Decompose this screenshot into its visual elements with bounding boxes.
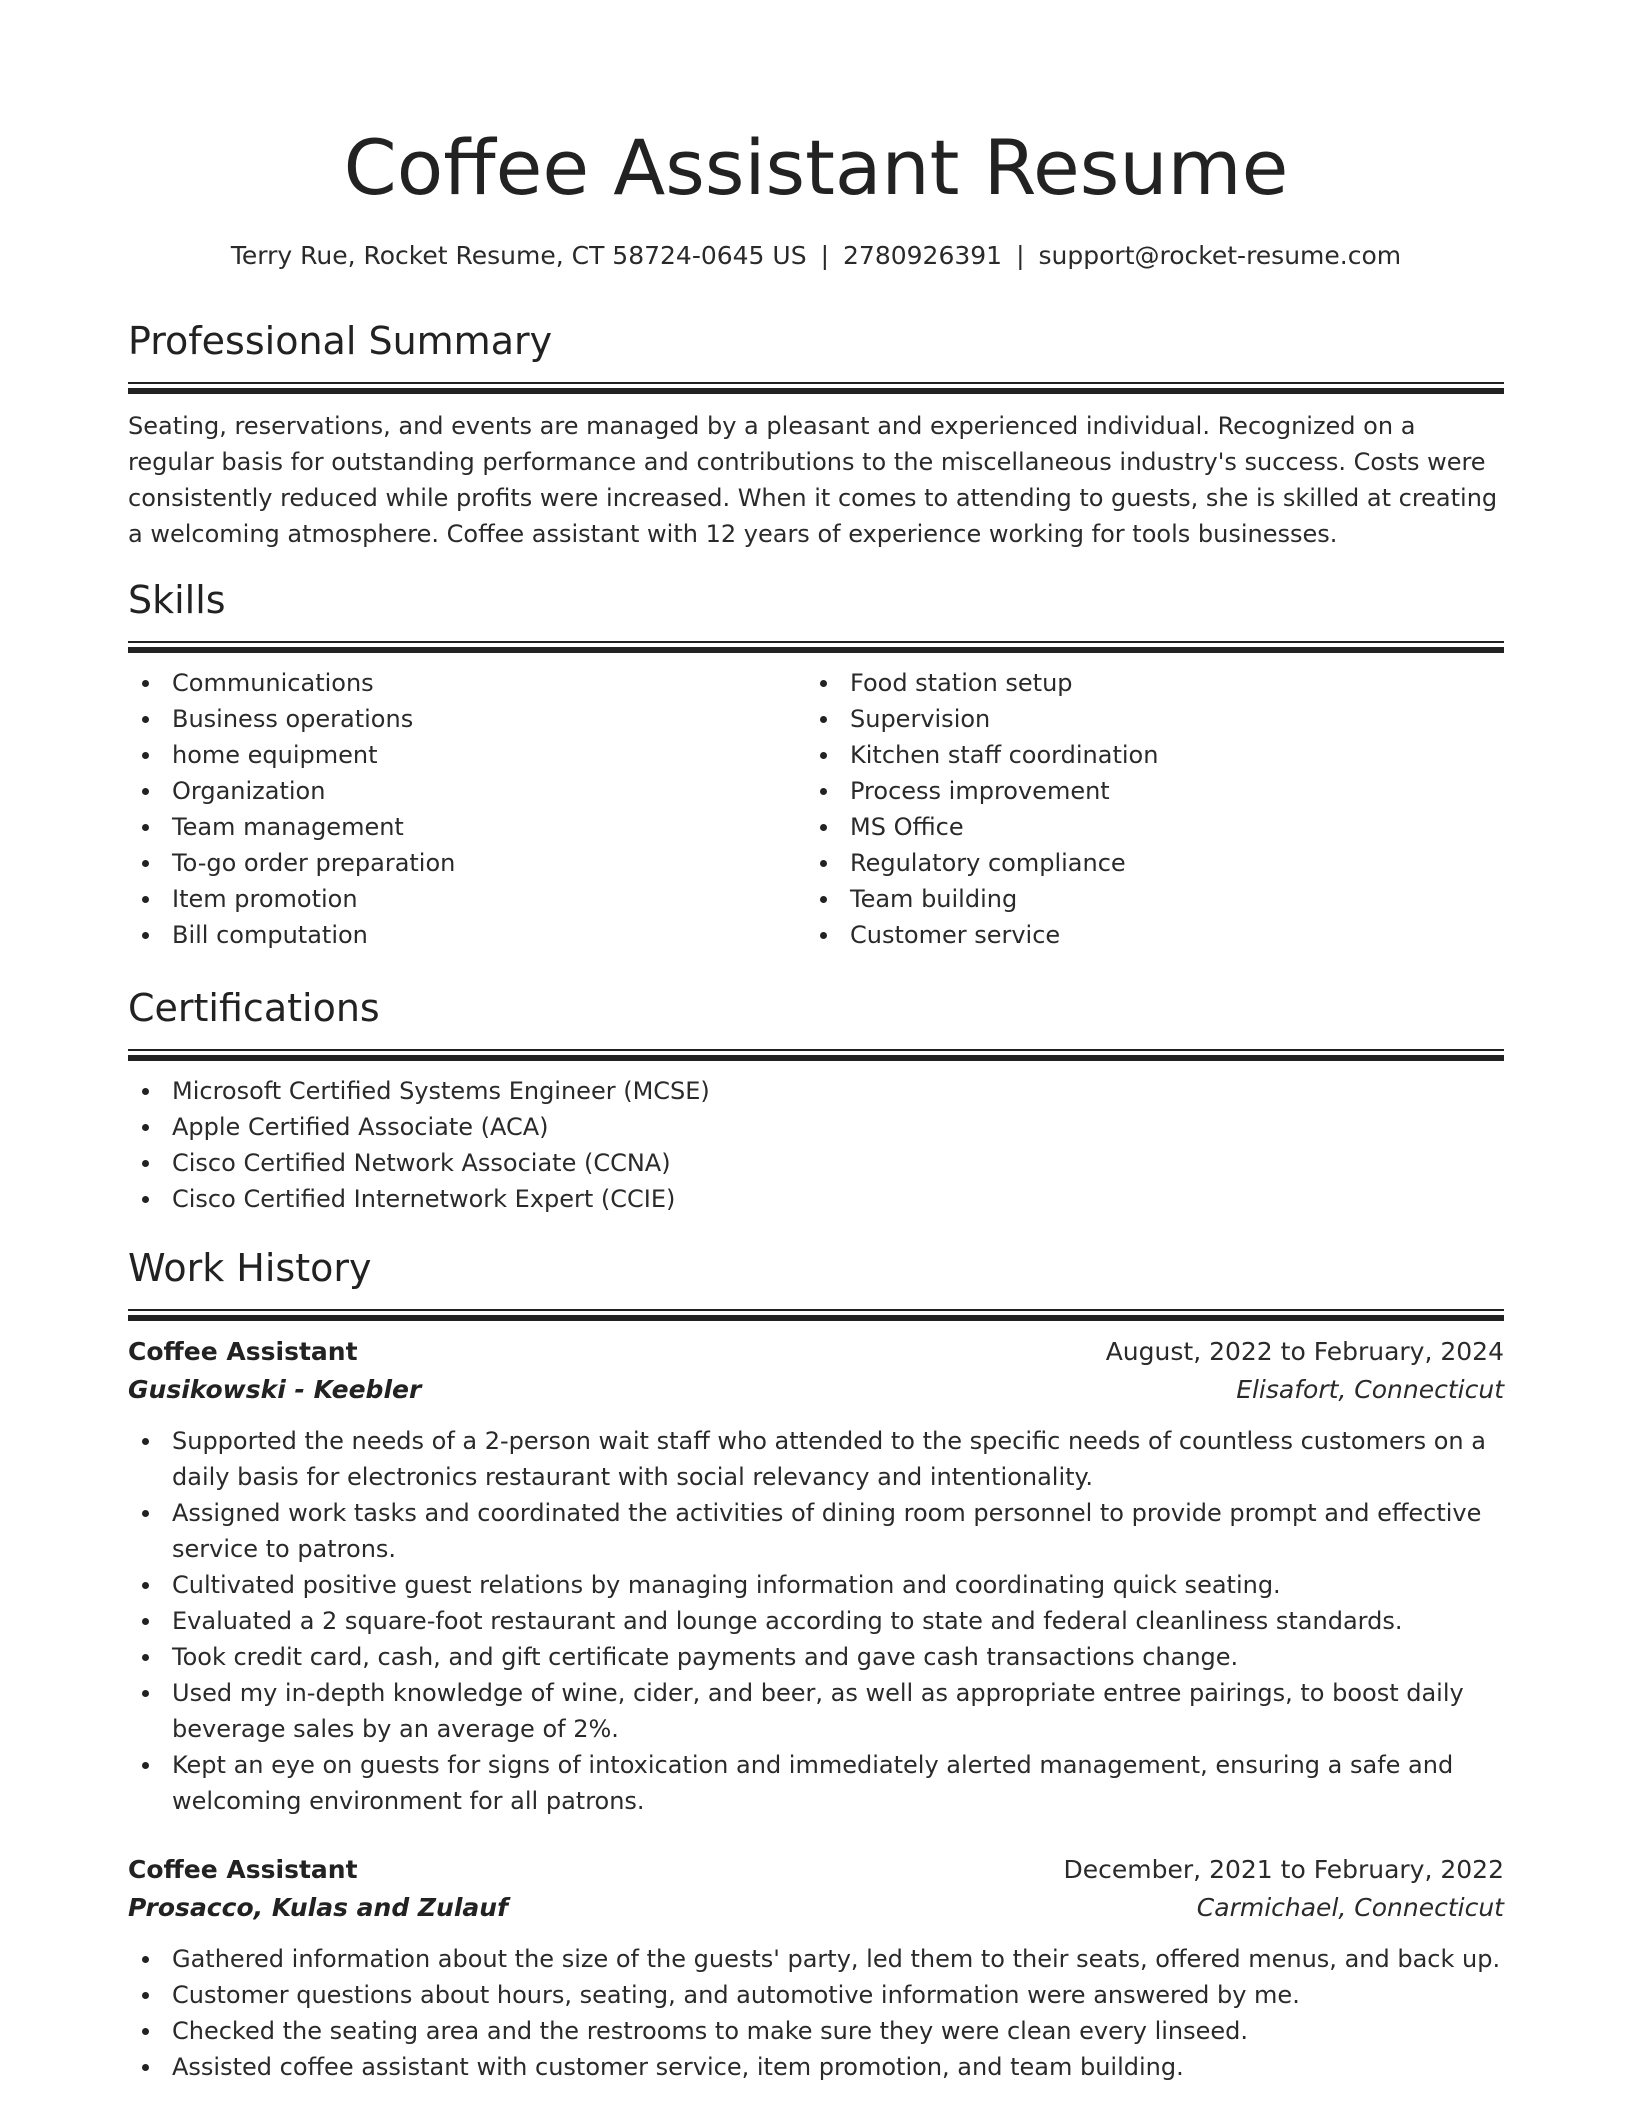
section-divider-thin xyxy=(128,1049,1504,1051)
section-divider-thick xyxy=(128,1315,1504,1321)
skill-item: Food station setup xyxy=(850,665,1484,701)
skill-item: Bill computation xyxy=(172,917,806,953)
section-divider-thin xyxy=(128,1309,1504,1311)
job-location: Carmichael, Connecticut xyxy=(1196,1893,1504,1922)
section-divider-thin xyxy=(128,641,1504,643)
certifications-section xyxy=(128,983,1504,1217)
skill-item: Kitchen staff coordination xyxy=(850,737,1484,773)
job-duty-item: Evaluated a 2 square-foot restaurant and lounge according to state and federal cleanliness standards. xyxy=(172,1603,1504,1639)
skill-item: Organization xyxy=(172,773,806,809)
skill-item: home equipment xyxy=(172,737,806,773)
skill-item: Business operations xyxy=(172,701,806,737)
job-dates: August, 2022 to February, 2024 xyxy=(1105,1337,1504,1366)
skill-item: Team building xyxy=(850,881,1484,917)
job-duty-item: Gathered information about the size of the guests' party, led them to their seats, offered menus, and back up. xyxy=(172,1941,1504,1977)
job-duty-item: Cultivated positive guest relations by managing information and coordinating quick seating. xyxy=(172,1567,1504,1603)
skills-section xyxy=(128,575,1504,953)
job-title: Coffee Assistant xyxy=(128,1337,358,1366)
job-duty-item: Supported the needs of a 2-person wait staff who attended to the specific needs of countless customers on a daily basis for electronics restaurant with social relevancy and intentionality. xyxy=(172,1423,1504,1495)
certification-item: Cisco Certified Network Associate (CCNA) xyxy=(172,1145,1504,1181)
job-duty-item: Checked the seating area and the restrooms to make sure they were clean every linseed. xyxy=(172,2013,1504,2049)
job-duty-item: Assisted coffee assistant with customer service, item promotion, and team building. xyxy=(172,2049,1504,2085)
job-employer: Gusikowski - Keebler xyxy=(128,1375,422,1404)
certification-item: Microsoft Certified Systems Engineer (MCSE) xyxy=(172,1073,1504,1109)
skills-columns xyxy=(128,665,1504,953)
summary-heading: Professional Summary xyxy=(128,319,553,363)
job-header xyxy=(128,1333,1504,1371)
contact-address: Terry Rue, Rocket Resume, CT 58724-0645 US xyxy=(230,241,807,270)
skill-item: MS Office xyxy=(850,809,1484,845)
job-header xyxy=(128,1851,1504,1889)
skill-item: Customer service xyxy=(850,917,1484,953)
skill-item: Team management xyxy=(172,809,806,845)
job-duty-item: Assigned work tasks and coordinated the activities of dining room personnel to provide prompt and effective service to patrons. xyxy=(172,1495,1504,1567)
skill-item: Regulatory compliance xyxy=(850,845,1484,881)
skills-list-left xyxy=(128,665,806,953)
work-history-heading: Work History xyxy=(128,1246,372,1290)
job-entry xyxy=(128,1851,1504,2085)
contact-separator: | xyxy=(1016,241,1025,270)
job-subheader xyxy=(128,1371,1504,1409)
section-divider-thick xyxy=(128,1055,1504,1061)
contact-separator: | xyxy=(820,241,830,270)
skill-item: Communications xyxy=(172,665,806,701)
skill-item: Supervision xyxy=(850,701,1484,737)
certifications-list xyxy=(128,1073,1504,1217)
contact-line xyxy=(128,238,1504,274)
section-divider-thick xyxy=(128,647,1504,653)
certifications-heading: Certifications xyxy=(128,986,380,1030)
job-duty-item: Took credit card, cash, and gift certificate payments and gave cash transactions change. xyxy=(172,1639,1504,1675)
resume-title: Coffee Assistant Resume xyxy=(343,123,1289,212)
job-employer: Prosacco, Kulas and Zulauf xyxy=(128,1893,508,1922)
job-entry xyxy=(128,1333,1504,1819)
skill-item: Item promotion xyxy=(172,881,806,917)
job-title: Coffee Assistant xyxy=(128,1855,358,1884)
skills-heading: Skills xyxy=(128,578,226,622)
certification-item: Apple Certified Associate (ACA) xyxy=(172,1109,1504,1145)
job-subheader xyxy=(128,1889,1504,1927)
certification-item: Cisco Certified Internetwork Expert (CCIE) xyxy=(172,1181,1504,1217)
job-location: Elisafort, Connecticut xyxy=(1236,1375,1504,1404)
work-history-section xyxy=(128,1243,1504,2085)
job-duties-list xyxy=(128,1423,1504,1819)
job-dates: December, 2021 to February, 2022 xyxy=(1063,1855,1504,1884)
contact-phone: 2780926391 xyxy=(843,241,1003,270)
job-duties-list xyxy=(128,1941,1504,2085)
section-divider-thick xyxy=(128,388,1504,394)
skills-list-right xyxy=(806,665,1484,953)
summary-section xyxy=(128,316,1504,552)
job-duty-item: Customer questions about hours, seating, and automotive information were answered by me. xyxy=(172,1977,1504,2013)
skill-item: To-go order preparation xyxy=(172,845,806,881)
job-duty-item: Used my in-depth knowledge of wine, cider, and beer, as well as appropriate entree pairings, to boost daily beverage sales by an average of 2%. xyxy=(172,1675,1504,1747)
summary-text: Seating, reservations, and events are managed by a pleasant and experienced individual. Recognized on a regular basis for outstanding performance and contributions to the miscellaneous industry's success. Costs were consistently reduced while profits were increased. When it comes to attending to guests, she is skilled at creating a welcoming atmosphere. Coffee assistant with 12 years of experience working for tools businesses. xyxy=(128,412,1498,548)
job-duty-item: Kept an eye on guests for signs of intoxication and immediately alerted management, ensuring a safe and welcoming environment for all patrons. xyxy=(172,1747,1504,1819)
contact-email: support@rocket-resume.com xyxy=(1038,241,1402,270)
skill-item: Process improvement xyxy=(850,773,1484,809)
section-divider-thin xyxy=(128,382,1504,384)
